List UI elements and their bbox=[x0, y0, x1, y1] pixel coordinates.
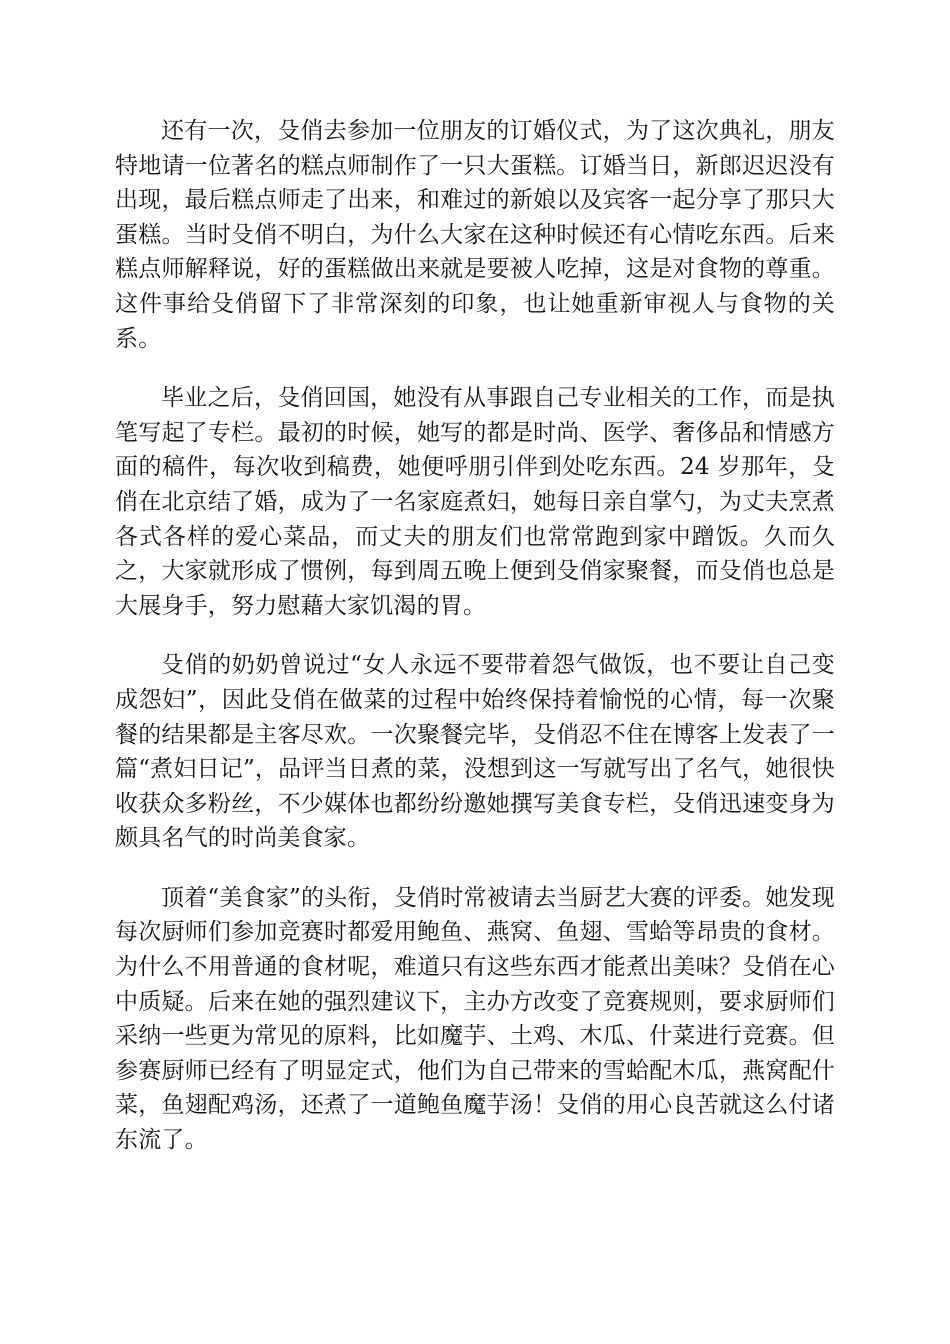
article-body bbox=[115, 114, 835, 1158]
paragraph-cooking-contest: 顶着“美食家”的头衔，殳俏时常被请去当厨艺大赛的评委。她发现每次厨师们参加竞赛时都爱用鲍鱼、燕窝、鱼翅、雪蛤等昂贵的食材。为什么不用普通的食材呢，难道只有这些东西才能煮出美味？殳俏在心中质疑。后来在她的强烈建议下，主办方改变了竞赛规则，要求厨师们采纳一些更为常见的原料，比如魔芋、土鸡、木瓜、什菜进行竞赛。但参赛厨师已经有了明显定式，他们为自己带来的雪蛤配木瓜，燕窝配什菜，鱼翅配鸡汤，还煮了一道鲍鱼魔芋汤！殳俏的用心良苦就这么付诸东流了。 bbox=[115, 884, 835, 1154]
paragraph-engagement-cake: 还有一次，殳俏去参加一位朋友的订婚仪式，为了这次典礼，朋友特地请一位著名的糕点师制作了一只大蛋糕。订婚当日，新郎迟迟没有出现，最后糕点师走了出来，和难过的新娘以及宾客一起分享了那只大蛋糕。当时殳俏不明白，为什么大家在这种时候还有心情吃东西。后来糕点师解释说，好的蛋糕做出来就是要被人吃掉，这是对食物的尊重。这件事给殳俏留下了非常深刻的印象，也让她重新审视人与食物的关系。 bbox=[115, 118, 835, 352]
paragraph-grandma-saying: 殳俏的奶奶曾说过“女人永远不要带着怨气做饭，也不要让自己变成怨妇”，因此殳俏在做菜的过程中始终保持着愉悦的心情，每一次聚餐的结果都是主客尽欢。一次聚餐完毕，殳俏忍不住在博客上发表了一篇“煮妇日记”，品评当日煮的菜，没想到这一写就写出了名气，她很快收获众多粉丝，不少媒体也都纷纷邀她撰写美食专栏，殳俏迅速变身为颇具名气的时尚美食家。 bbox=[115, 652, 835, 852]
paragraph-after-graduation: 毕业之后，殳俏回国，她没有从事跟自己专业相关的工作，而是执笔写起了专栏。最初的时候，她写的都是时尚、医学、奢侈品和情感方面的稿件，每次收到稿费，她便呼朋引伴到处吃东西。24 岁那年，殳俏在北京结了婚，成为了一名家庭煮妇，她每日亲自掌勺，为丈夫烹煮各式各样的爱心菜品，而丈夫的朋友们也常常跑到家中蹭饭。久而久之，大家就形成了惯例，每到周五晚上便到殳俏家聚餐，而殳俏也总是大展身手，努力慰藉大家饥渴的胃。 bbox=[115, 385, 835, 619]
